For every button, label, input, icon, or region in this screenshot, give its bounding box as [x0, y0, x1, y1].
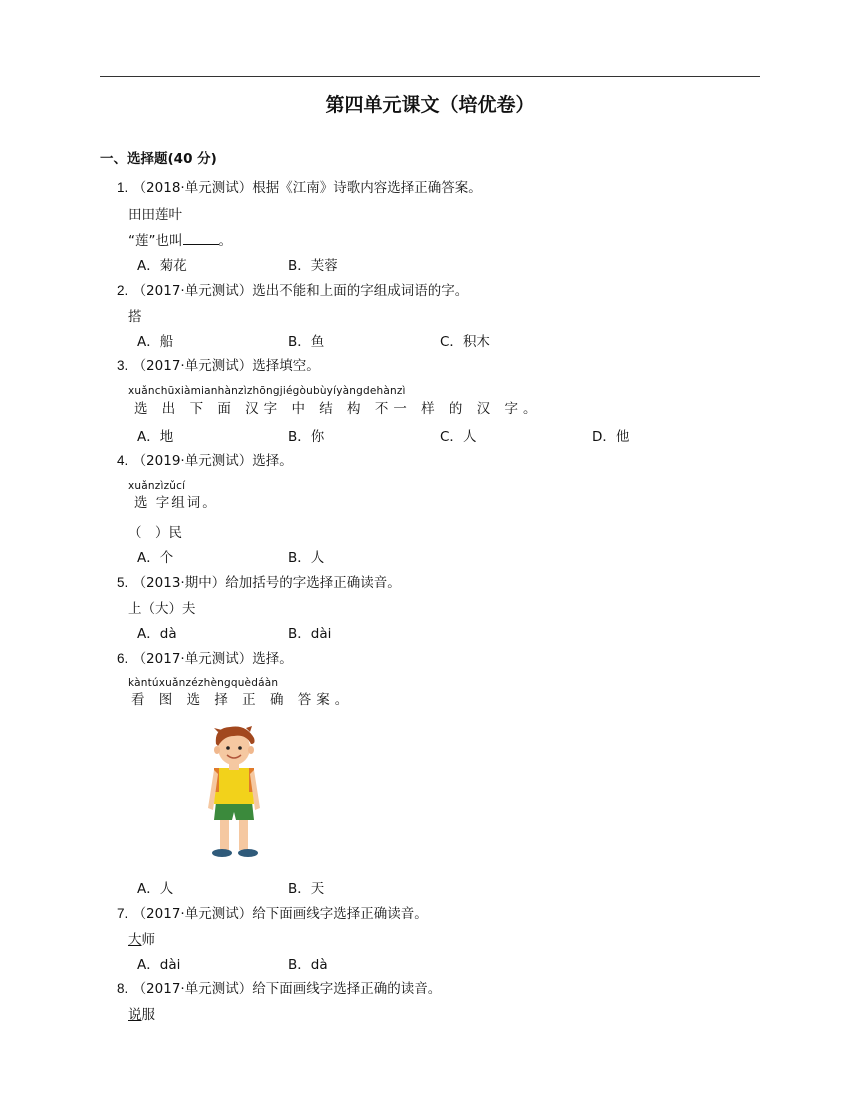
- blank-field[interactable]: [183, 233, 219, 245]
- question-1: [117, 176, 482, 196]
- option-a[interactable]: A．菊花: [137, 258, 187, 274]
- option-a[interactable]: A．个: [137, 550, 174, 566]
- boy-illustration: [196, 724, 272, 860]
- question-number: 4.: [117, 453, 129, 468]
- option-b[interactable]: B．芙蓉: [288, 258, 338, 274]
- page-title: 第四单元课文（培优卷）: [325, 94, 535, 116]
- question-number: 2.: [117, 283, 129, 298]
- question-text-line: （ ）民: [128, 525, 182, 541]
- option-a[interactable]: A．人: [137, 881, 174, 897]
- option-a[interactable]: A．船: [137, 334, 174, 350]
- question-text-line: [128, 928, 155, 948]
- pinyin-line: xuǎnchūxiàmianhànzìzhōngjiégòubùyíyàngdehànzì: [128, 385, 406, 397]
- underlined-char: 大: [128, 932, 142, 948]
- question-number: 3.: [117, 358, 129, 373]
- question-5: [117, 571, 401, 591]
- option-b[interactable]: B．人: [288, 550, 325, 566]
- fill-blank-prefix: “莲”也叫: [128, 233, 183, 249]
- hanzi-line: 看 图 选 择 正 确 答案。: [131, 692, 354, 708]
- option-a[interactable]: A．dà: [137, 626, 177, 642]
- option-a[interactable]: A．地: [137, 429, 174, 445]
- question-stem: （2018·单元测试）根据《江南》诗歌内容选择正确答案。: [132, 180, 482, 196]
- fill-blank-line: [128, 229, 232, 249]
- pinyin-line: xuǎnzìzǔcí: [128, 480, 186, 492]
- question-3: [117, 354, 320, 374]
- question-text-line: 搭: [128, 309, 142, 325]
- text-rest: 服: [141, 1007, 155, 1023]
- question-8: [117, 977, 441, 997]
- question-2: [117, 279, 468, 299]
- question-stem: （2017·单元测试）给下面画线字选择正确的读音。: [132, 981, 442, 997]
- question-stem: （2017·单元测试）选择。: [132, 651, 293, 667]
- question-number: 1.: [117, 180, 129, 195]
- question-7: [117, 902, 428, 922]
- question-stem: （2019·单元测试）选择。: [132, 453, 293, 469]
- fill-blank-suffix: 。: [218, 233, 232, 249]
- option-a[interactable]: A．dài: [137, 957, 181, 973]
- underlined-char: 说: [128, 1007, 142, 1023]
- option-d[interactable]: D．他: [592, 429, 630, 445]
- question-number: 5.: [117, 575, 129, 590]
- hanzi-line: 选 出 下 面 汉字 中 结 构 不一 样 的 汉 字。: [134, 401, 542, 417]
- option-b[interactable]: B．你: [288, 429, 325, 445]
- question-stem: （2013·期中）给加括号的字选择正确读音。: [132, 575, 401, 591]
- question-number: 7.: [117, 906, 129, 921]
- question-4: [117, 449, 293, 469]
- option-b[interactable]: B．天: [288, 881, 325, 897]
- pinyin-line: kàntúxuǎnzézhèngquèdáàn: [128, 677, 279, 689]
- option-c[interactable]: C．人: [440, 429, 477, 445]
- question-stem: （2017·单元测试）选出不能和上面的字组成词语的字。: [132, 283, 469, 299]
- question-text-line: 上（大）夫: [128, 601, 196, 617]
- question-number: 6.: [117, 651, 129, 666]
- question-stem: （2017·单元测试）给下面画线字选择正确读音。: [132, 906, 428, 922]
- text-rest: 师: [141, 932, 155, 948]
- top-rule: [100, 76, 760, 77]
- question-text-line: [128, 1003, 155, 1023]
- question-stem: （2017·单元测试）选择填空。: [132, 358, 320, 374]
- option-b[interactable]: B．鱼: [288, 334, 325, 350]
- option-b[interactable]: B．dà: [288, 957, 328, 973]
- question-6: [117, 647, 293, 667]
- section-heading: 一、选择题(40 分): [100, 151, 217, 167]
- option-b[interactable]: B．dài: [288, 626, 332, 642]
- hanzi-line: 选 字组词。: [134, 495, 218, 511]
- option-c[interactable]: C．积木: [440, 334, 490, 350]
- question-text-line: 田田莲叶: [128, 207, 182, 223]
- question-number: 8.: [117, 981, 129, 996]
